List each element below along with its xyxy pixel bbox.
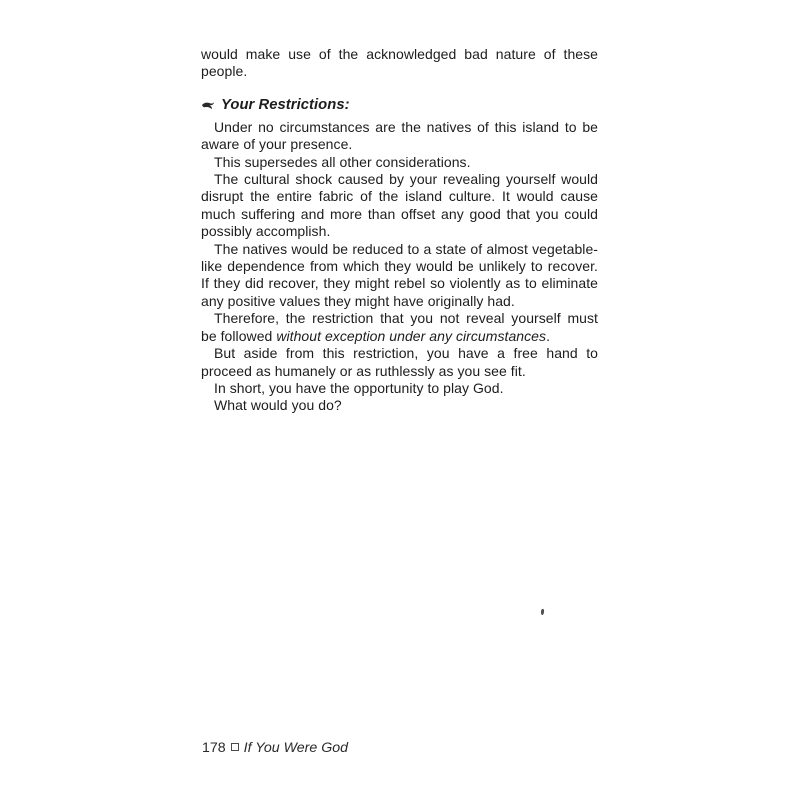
- section-heading: [201, 96, 598, 115]
- square-bullet-icon: [231, 743, 239, 751]
- text-line: aware of your presence.: [201, 136, 353, 153]
- page-footer: [202, 740, 348, 756]
- text-line: be followed without exception under any circumstances.: [201, 327, 551, 344]
- text-line: like dependence from which they would be unlikely to recover.: [201, 258, 598, 275]
- paragraph: [201, 241, 598, 311]
- text-line: possibly accomplish.: [201, 223, 331, 240]
- text-line: disrupt the entire fabric of the island culture. It would cause: [201, 188, 598, 205]
- text-line: would make use of the acknowledged bad nature of these: [201, 46, 598, 62]
- section-heading-label: Your Restrictions:: [221, 96, 350, 113]
- page-text-block: [201, 46, 598, 415]
- text-line: What would you do?: [214, 397, 342, 414]
- paragraph: [201, 46, 598, 81]
- text-line: This supersedes all other considerations.: [214, 153, 471, 170]
- text-line: But aside from this restriction, you have a free hand to: [214, 345, 598, 362]
- paragraph: [201, 345, 598, 380]
- text-line: The natives would be reduced to a state of almost vegetable-: [214, 240, 598, 257]
- text-line: people.: [201, 63, 248, 80]
- paragraph: [201, 154, 598, 171]
- paragraph: [201, 380, 598, 397]
- text-line: In short, you have the opportunity to play God.: [214, 379, 504, 396]
- text-line: The cultural shock caused by your revealing yourself would: [214, 171, 598, 188]
- scan-artifact-dot: [541, 609, 545, 615]
- text-line: proceed as humanely or as ruthlessly as you see fit.: [201, 362, 526, 379]
- paragraph: [201, 397, 598, 414]
- text-line: Under no circumstances are the natives of this island to be: [214, 118, 598, 135]
- text-line: any positive values they might have originally had.: [201, 292, 515, 309]
- fleuron-leaf-icon: [201, 100, 215, 110]
- paragraph: [201, 119, 598, 154]
- text-line: If they did recover, they might rebel so violently as to eliminate: [201, 275, 598, 292]
- paragraph: [201, 171, 598, 241]
- text-line: much suffering and more than offset any good that you could: [201, 205, 598, 222]
- text-line: Therefore, the restriction that you not reveal yourself must: [214, 310, 598, 327]
- paragraph: [201, 310, 598, 345]
- page-number: 178: [202, 740, 226, 756]
- book-title: If You Were God: [243, 740, 349, 756]
